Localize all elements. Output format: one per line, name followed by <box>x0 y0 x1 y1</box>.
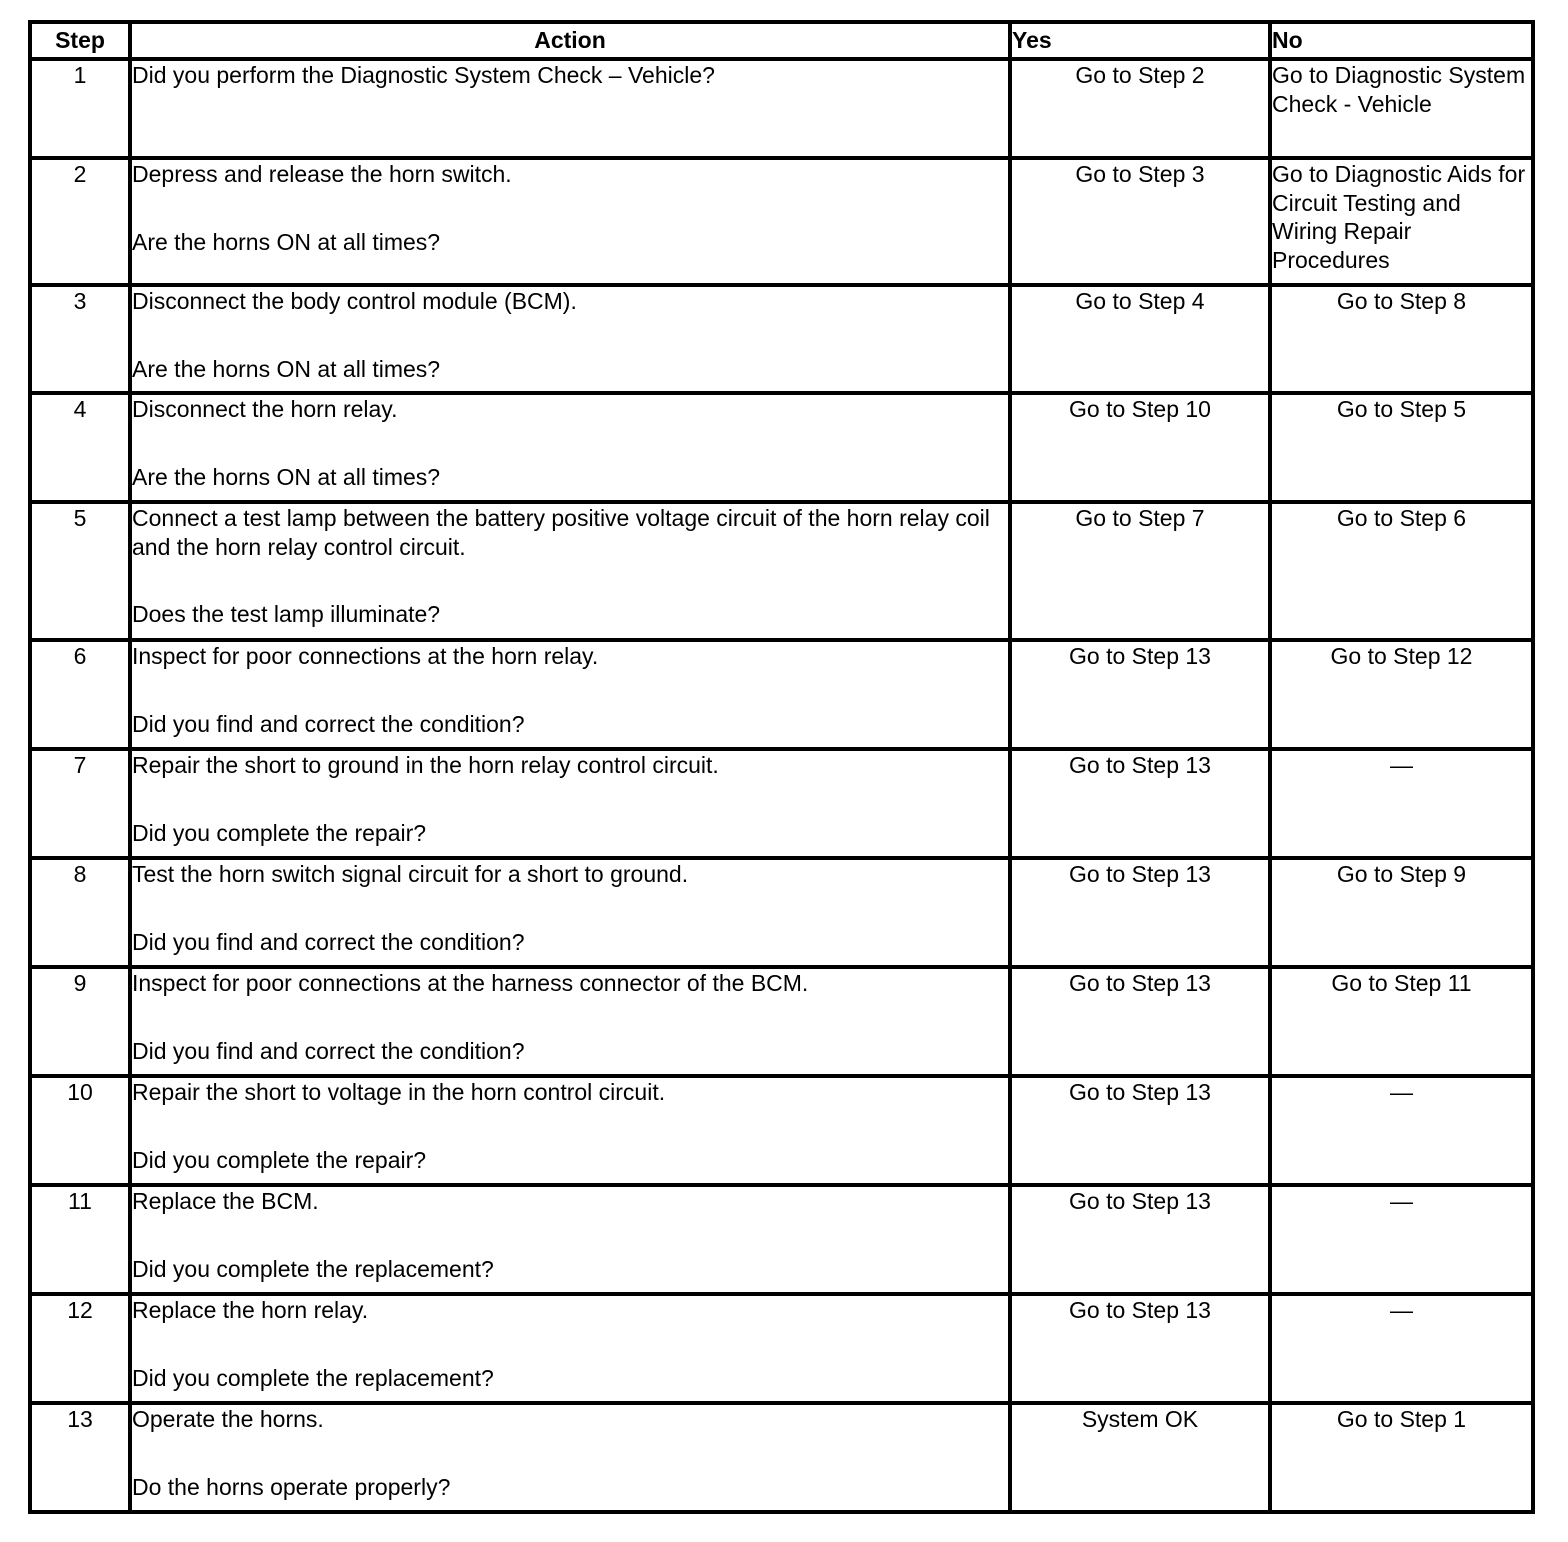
no-result: — <box>1270 1185 1533 1294</box>
table-row <box>30 749 1533 858</box>
yes-result: Go to Step 13 <box>1010 749 1270 858</box>
action-question: Are the horns ON at all times? <box>132 463 441 490</box>
action-cell <box>130 858 1010 967</box>
no-result: Go to Step 12 <box>1270 640 1533 749</box>
action-question: Did you find and correct the condition? <box>132 710 525 737</box>
action-question: Did you complete the replacement? <box>132 1364 494 1391</box>
table-row <box>30 1294 1533 1403</box>
header-yes: Yes <box>1010 22 1270 59</box>
action-cell <box>130 749 1010 858</box>
action-cell <box>130 502 1010 640</box>
action-question: Did you find and correct the condition? <box>132 928 525 955</box>
action-cell <box>130 640 1010 749</box>
action-question: Did you complete the repair? <box>132 819 427 846</box>
header-no: No <box>1270 22 1533 59</box>
table-row <box>30 285 1533 393</box>
action-cell <box>130 393 1010 502</box>
yes-result: Go to Step 4 <box>1010 285 1270 393</box>
no-result: Go to Step 1 <box>1270 1403 1533 1512</box>
action-text: Replace the horn relay. <box>132 1297 369 1323</box>
action-question: Are the horns ON at all times? <box>132 355 441 382</box>
diagnostic-table <box>28 20 1535 1514</box>
table-row <box>30 1076 1533 1185</box>
action-cell <box>130 1076 1010 1185</box>
action-cell <box>130 158 1010 285</box>
table-row <box>30 858 1533 967</box>
step-number: 2 <box>30 158 130 285</box>
step-number: 6 <box>30 640 130 749</box>
action-text: Repair the short to ground in the horn relay control circuit. <box>132 752 719 778</box>
action-cell <box>130 285 1010 393</box>
action-cell <box>130 59 1010 158</box>
no-result: — <box>1270 1076 1533 1185</box>
step-number: 10 <box>30 1076 130 1185</box>
header-action: Action <box>130 22 1010 59</box>
step-number: 9 <box>30 967 130 1076</box>
action-cell <box>130 1294 1010 1403</box>
step-number: 8 <box>30 858 130 967</box>
no-result: Go to Step 6 <box>1270 502 1533 640</box>
action-text: Replace the BCM. <box>132 1188 319 1214</box>
action-cell <box>130 1185 1010 1294</box>
no-result: Go to Diagnostic System Check - Vehicle <box>1270 59 1533 158</box>
yes-result: Go to Step 10 <box>1010 393 1270 502</box>
yes-result: Go to Step 13 <box>1010 1294 1270 1403</box>
action-text: Inspect for poor connections at the harness connector of the BCM. <box>132 970 809 996</box>
yes-result: Go to Step 13 <box>1010 967 1270 1076</box>
action-question: Are the horns ON at all times? <box>132 228 441 255</box>
action-question: Did you complete the repair? <box>132 1146 427 1173</box>
action-text: Test the horn switch signal circuit for a short to ground. <box>132 861 689 887</box>
table-row <box>30 967 1533 1076</box>
action-text: Did you perform the Diagnostic System Check – Vehicle? <box>132 62 715 88</box>
step-number: 4 <box>30 393 130 502</box>
step-number: 12 <box>30 1294 130 1403</box>
table-row <box>30 59 1533 158</box>
action-question: Do the horns operate properly? <box>132 1473 451 1500</box>
yes-result: Go to Step 13 <box>1010 1185 1270 1294</box>
table-row <box>30 1403 1533 1512</box>
action-cell <box>130 1403 1010 1512</box>
yes-result: Go to Step 7 <box>1010 502 1270 640</box>
yes-result: Go to Step 13 <box>1010 640 1270 749</box>
action-text: Disconnect the body control module (BCM). <box>132 288 577 314</box>
yes-result: System OK <box>1010 1403 1270 1512</box>
no-result: — <box>1270 749 1533 858</box>
step-number: 5 <box>30 502 130 640</box>
step-number: 1 <box>30 59 130 158</box>
action-text: Disconnect the horn relay. <box>132 396 398 422</box>
step-number: 11 <box>30 1185 130 1294</box>
step-number: 13 <box>30 1403 130 1512</box>
no-result: Go to Diagnostic Aids for Circuit Testing and Wiring Repair Procedures <box>1270 158 1533 285</box>
action-text: Inspect for poor connections at the horn relay. <box>132 643 599 669</box>
action-text: Connect a test lamp between the battery positive voltage circuit of the horn relay coil and the horn relay control circuit. <box>132 505 990 560</box>
table-row <box>30 1185 1533 1294</box>
no-result: Go to Step 8 <box>1270 285 1533 393</box>
step-number: 3 <box>30 285 130 393</box>
no-result: Go to Step 11 <box>1270 967 1533 1076</box>
action-text: Repair the short to voltage in the horn control circuit. <box>132 1079 666 1105</box>
table-row <box>30 502 1533 640</box>
step-number: 7 <box>30 749 130 858</box>
table-row <box>30 640 1533 749</box>
action-text: Operate the horns. <box>132 1406 324 1432</box>
table-header-row <box>30 22 1533 59</box>
table-row <box>30 158 1533 285</box>
yes-result: Go to Step 13 <box>1010 858 1270 967</box>
yes-result: Go to Step 3 <box>1010 158 1270 285</box>
header-step: Step <box>30 22 130 59</box>
action-question: Does the test lamp illuminate? <box>132 601 441 627</box>
action-question: Did you complete the replacement? <box>132 1255 494 1282</box>
no-result: Go to Step 5 <box>1270 393 1533 502</box>
no-result: Go to Step 9 <box>1270 858 1533 967</box>
table-row <box>30 393 1533 502</box>
action-text: Depress and release the horn switch. <box>132 161 512 187</box>
action-question: Did you find and correct the condition? <box>132 1037 525 1064</box>
yes-result: Go to Step 2 <box>1010 59 1270 158</box>
yes-result: Go to Step 13 <box>1010 1076 1270 1185</box>
no-result: — <box>1270 1294 1533 1403</box>
action-cell <box>130 967 1010 1076</box>
